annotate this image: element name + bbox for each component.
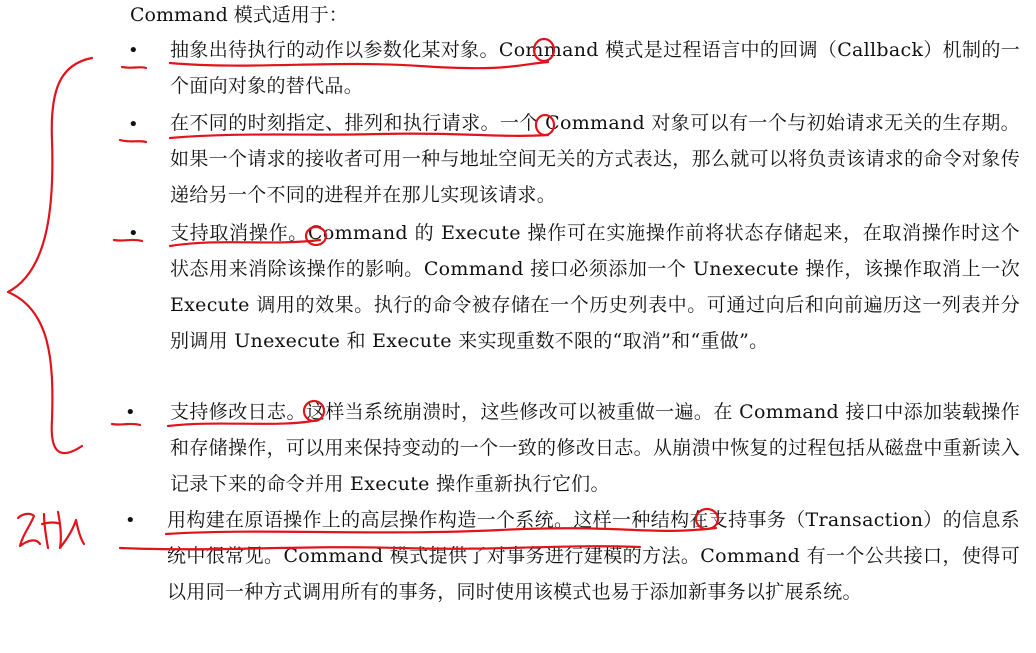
- list-item-1-text: 。Command 模式是过程语言中的回调（Callback）机制的一个面向对象的替代品。: [170, 39, 1020, 97]
- handwriting-scribble: [18, 512, 84, 548]
- list-item-2-text: 。一个 Command 对象可以有一个与初始请求无关的生存期。如果一个请求的接收者可用一种与地址空间无关的方式表达，那么就可以将负责该请求的命令对象传递给另一个不同的进程并在那儿实现该请求。: [170, 112, 1020, 206]
- list-item-5: [167, 502, 1020, 610]
- bullet-3: •: [128, 223, 139, 244]
- list-item-1-phrase: 抽象出待执行的动作以参数化某对象: [170, 39, 480, 61]
- section-heading: Command 模式适用于：: [130, 4, 348, 26]
- dash-mark-2: [120, 140, 146, 142]
- list-item-3-phrase: 支持取消操作: [170, 222, 289, 244]
- curly-brace: [8, 58, 92, 453]
- bullet-4: •: [125, 402, 136, 423]
- bullet-2: •: [128, 114, 139, 135]
- list-item-5-text: 。这样一种结构在支持事务（Transaction）的信息系统中很常见。Command 模式提供了对事务进行建模的方法。Command 有一个公共接口，使得可以用同一种方式调用所有的事务，同时使用该模式也易于添加新事务以扩展系统。: [167, 509, 1020, 603]
- list-item-2: [170, 105, 1020, 213]
- list-item-4: [170, 394, 1020, 502]
- dash-mark-1: [122, 67, 146, 68]
- list-item-4-phrase: 支持修改日志: [170, 401, 287, 423]
- list-item-2-phrase: 在不同的时刻指定、排列和执行请求: [170, 112, 481, 134]
- list-item-3-text: 。Command 的 Execute 操作可在实施操作前将状态存储起来，在取消操作时这个状态用来消除该操作的影响。Command 接口必须添加一个 Unexecute 操作，该操作取消上一次 Execute 调用的效果。执行的命令被存储在一个历史列表中。可通过向后和向前遍历这一列表并分别调用 Unexecute 和 Execute 来实现重数不限的“取消”和“重做”。: [170, 222, 1020, 352]
- list-item-3: [170, 215, 1020, 359]
- list-item-1: [170, 32, 1020, 104]
- dash-mark-4: [112, 424, 140, 425]
- bullet-5: •: [125, 510, 136, 531]
- bullet-1: •: [128, 40, 139, 61]
- list-item-5-phrase: 用构建在原语操作上的高层操作构造一个系统: [167, 509, 554, 531]
- list-item-4-text: 。这样当系统崩溃时，这些修改可以被重做一遍。在 Command 接口中添加装载操作和存储操作，可以用来保持变动的一个一致的修改日志。从崩溃中恢复的过程包括从磁盘中重新读入记录下来的命令并用 Execute 操作重新执行它们。: [170, 401, 1020, 495]
